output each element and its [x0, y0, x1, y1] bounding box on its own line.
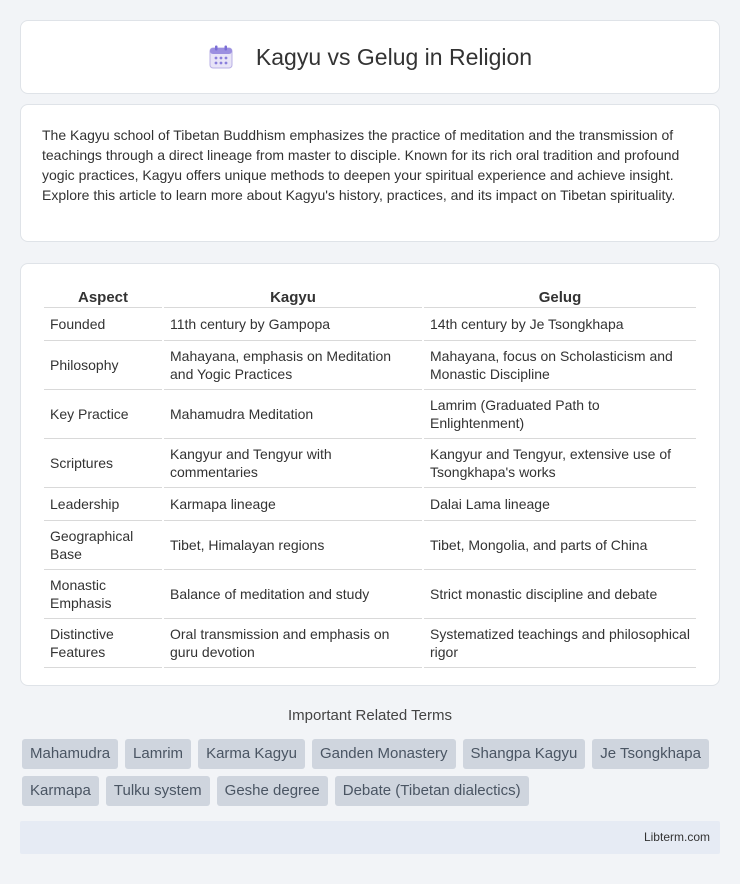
related-term-tag[interactable]: Je Tsongkhapa [592, 739, 709, 769]
intro-text: The Kagyu school of Tibetan Buddhism emphasizes the practice of meditation and the transmission of teachings through a direct lineage from master to disciple. Known for its rich oral tradition and profound yogic practices, Kagyu offers unique methods to deepen your spiritual experience and achieve insight. Explore this article to learn more about Kagyu's history, practices, and its impact on Tibetan spirituality. [42, 127, 680, 203]
comparison-card [20, 263, 720, 686]
table-cell: Mahamudra Meditation [164, 390, 422, 439]
table-cell: Scriptures [44, 439, 162, 488]
header-aspect: Aspect [44, 284, 162, 308]
table-cell: Founded [44, 308, 162, 341]
table-row [44, 439, 696, 488]
table-cell: Kangyur and Tengyur with commentaries [164, 439, 422, 488]
table-row [44, 308, 696, 341]
calendar-icon [208, 44, 234, 70]
table-cell: Oral transmission and emphasis on guru devotion [164, 619, 422, 668]
related-term-tag[interactable]: Tulku system [106, 776, 210, 806]
table-row [44, 619, 696, 668]
related-term-tag[interactable]: Karmapa [22, 776, 99, 806]
table-row [44, 570, 696, 619]
related-term-tag[interactable]: Lamrim [125, 739, 191, 769]
table-cell: Leadership [44, 488, 162, 521]
table-cell: Kangyur and Tengyur, extensive use of Tsongkhapa's works [424, 439, 696, 488]
related-term-tag[interactable]: Mahamudra [22, 739, 118, 769]
header-kagyu: Kagyu [164, 284, 422, 308]
table-row [44, 390, 696, 439]
table-row [44, 521, 696, 570]
header-gelug: Gelug [424, 284, 696, 308]
related-term-tag[interactable]: Ganden Monastery [312, 739, 456, 769]
table-header-row [44, 284, 696, 308]
page-title: Kagyu vs Gelug in Religion [255, 43, 533, 70]
intro-card [20, 104, 720, 242]
table-cell: Key Practice [44, 390, 162, 439]
related-term-tag[interactable]: Karma Kagyu [198, 739, 305, 769]
footer [20, 821, 720, 854]
table-cell: Karmapa lineage [164, 488, 422, 521]
table-cell: Mahayana, emphasis on Meditation and Yogic Practices [164, 341, 422, 390]
table-cell: Geographical Base [44, 521, 162, 570]
table-cell: Strict monastic discipline and debate [424, 570, 696, 619]
table-cell: Balance of meditation and study [164, 570, 422, 619]
related-terms-list [22, 739, 722, 813]
table-cell: Lamrim (Graduated Path to Enlightenment) [424, 390, 696, 439]
table-row [44, 488, 696, 521]
related-terms-title: Important Related Terms [288, 707, 452, 724]
table-cell: Systematized teachings and philosophical rigor [424, 619, 696, 668]
table-cell: Monastic Emphasis [44, 570, 162, 619]
table-cell: 14th century by Je Tsongkhapa [424, 308, 696, 341]
table-cell: 11th century by Gampopa [164, 308, 422, 341]
table-cell: Philosophy [44, 341, 162, 390]
table-cell: Tibet, Mongolia, and parts of China [424, 521, 696, 570]
table-cell: Distinctive Features [44, 619, 162, 668]
related-term-tag[interactable]: Geshe degree [217, 776, 328, 806]
table-cell: Dalai Lama lineage [424, 488, 696, 521]
related-term-tag[interactable]: Shangpa Kagyu [463, 739, 586, 769]
table-cell: Mahayana, focus on Scholasticism and Monastic Discipline [424, 341, 696, 390]
title-card [20, 20, 720, 94]
table-row [44, 341, 696, 390]
table-cell: Tibet, Himalayan regions [164, 521, 422, 570]
comparison-table [42, 284, 698, 668]
related-term-tag[interactable]: Debate (Tibetan dialectics) [335, 776, 529, 806]
footer-site-link[interactable]: Libterm.com [643, 830, 710, 844]
